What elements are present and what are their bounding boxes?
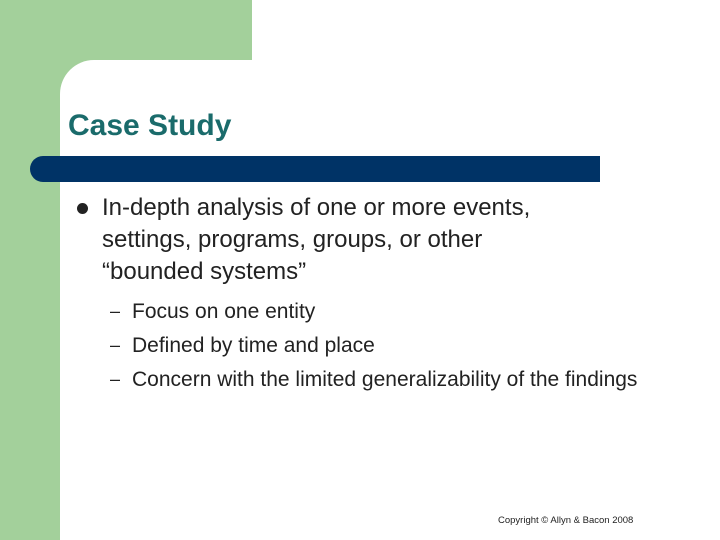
main-bullet-text: In-depth analysis of one or more events, settings, programs, groups, or other “bounded systems” bbox=[102, 194, 531, 285]
sub-bullet-list bbox=[110, 296, 650, 398]
sub-bullet-text: Defined by time and place bbox=[132, 334, 375, 357]
dash-bullet-icon: – bbox=[110, 369, 121, 389]
sub-bullet-item bbox=[110, 296, 650, 327]
slide-title: Case Study bbox=[68, 109, 232, 142]
sub-bullet-text: Concern with the limited generalizability of the findings bbox=[132, 368, 638, 391]
title-underline-bar bbox=[30, 156, 600, 182]
dash-bullet-icon: – bbox=[110, 301, 121, 321]
sub-bullet-item bbox=[110, 364, 650, 395]
decorative-green-strip bbox=[0, 0, 60, 540]
dash-bullet-icon: – bbox=[110, 335, 121, 355]
copyright-notice: Copyright © Allyn & Bacon 2008 bbox=[498, 515, 634, 526]
sub-bullet-item bbox=[110, 330, 650, 361]
bullet-dot-icon bbox=[77, 203, 88, 214]
sub-bullet-text: Focus on one entity bbox=[132, 300, 316, 323]
